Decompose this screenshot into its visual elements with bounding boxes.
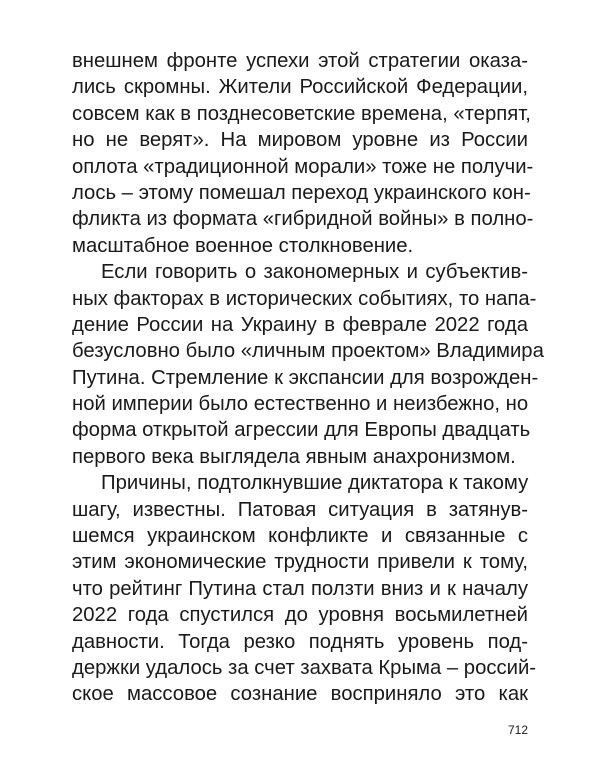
text-line: шагу, известны. Патовая ситуация в затянув- <box>72 498 528 521</box>
text-line: ское массовое сознание восприняло это как <box>72 683 528 706</box>
paragraph-1 <box>72 48 534 259</box>
page-body-text <box>72 48 544 708</box>
text-line: ной империи было естественно и неизбежно, но <box>72 393 529 416</box>
text-line: Если говорить о закономерных и субъектив- <box>101 261 528 284</box>
text-line: шемся украинском конфликте и связанные с <box>72 525 528 548</box>
text-line: фликта из формата «гибридной войны» в полно- <box>72 208 534 231</box>
paragraph-2 <box>72 259 544 470</box>
text-line: держки удалось за счет захвата Крыма – россий- <box>72 656 537 679</box>
text-line: масштабное военное столкновение. <box>72 234 414 257</box>
paragraph-3 <box>72 470 537 708</box>
text-line: ных факторах в исторических событиях, то напа- <box>72 287 537 310</box>
text-line: этим экономические трудности привели к тому, <box>72 551 528 574</box>
text-line: дение России на Украину в феврале 2022 года <box>72 313 528 336</box>
page-number: 712 <box>507 723 528 737</box>
text-line: лись скромны. Жители Российской Федерации, <box>72 76 528 99</box>
text-line: лось – этому помешал переход украинского кон- <box>72 181 531 204</box>
text-line: совсем как в позднесоветские времена, «терпят, <box>72 102 531 125</box>
text-line: внешнем фронте успехи этой стратегии оказа- <box>72 50 528 72</box>
text-line: первого века выглядела явным анахронизмом. <box>72 445 516 468</box>
text-line: Причины, подтолкнувшие диктатора к такому <box>101 472 529 495</box>
text-line: давности. Тогда резко поднять уровень под- <box>72 630 528 653</box>
text-line: Путина. Стремление к экспансии для возрожден- <box>72 366 539 389</box>
text-line: форма открытой агрессии для Европы двадцать <box>72 419 531 442</box>
text-line: но не верят». На мировом уровне из России <box>72 129 528 152</box>
text-line: безусловно было «личным проектом» Владимира <box>72 340 544 363</box>
text-line: что рейтинг Путина стал ползти вниз и к началу <box>72 577 528 600</box>
text-line: 2022 года спустился до уровня восьмилетней <box>72 604 528 627</box>
text-line: оплота «традиционной морали» тоже не получи- <box>72 155 534 178</box>
